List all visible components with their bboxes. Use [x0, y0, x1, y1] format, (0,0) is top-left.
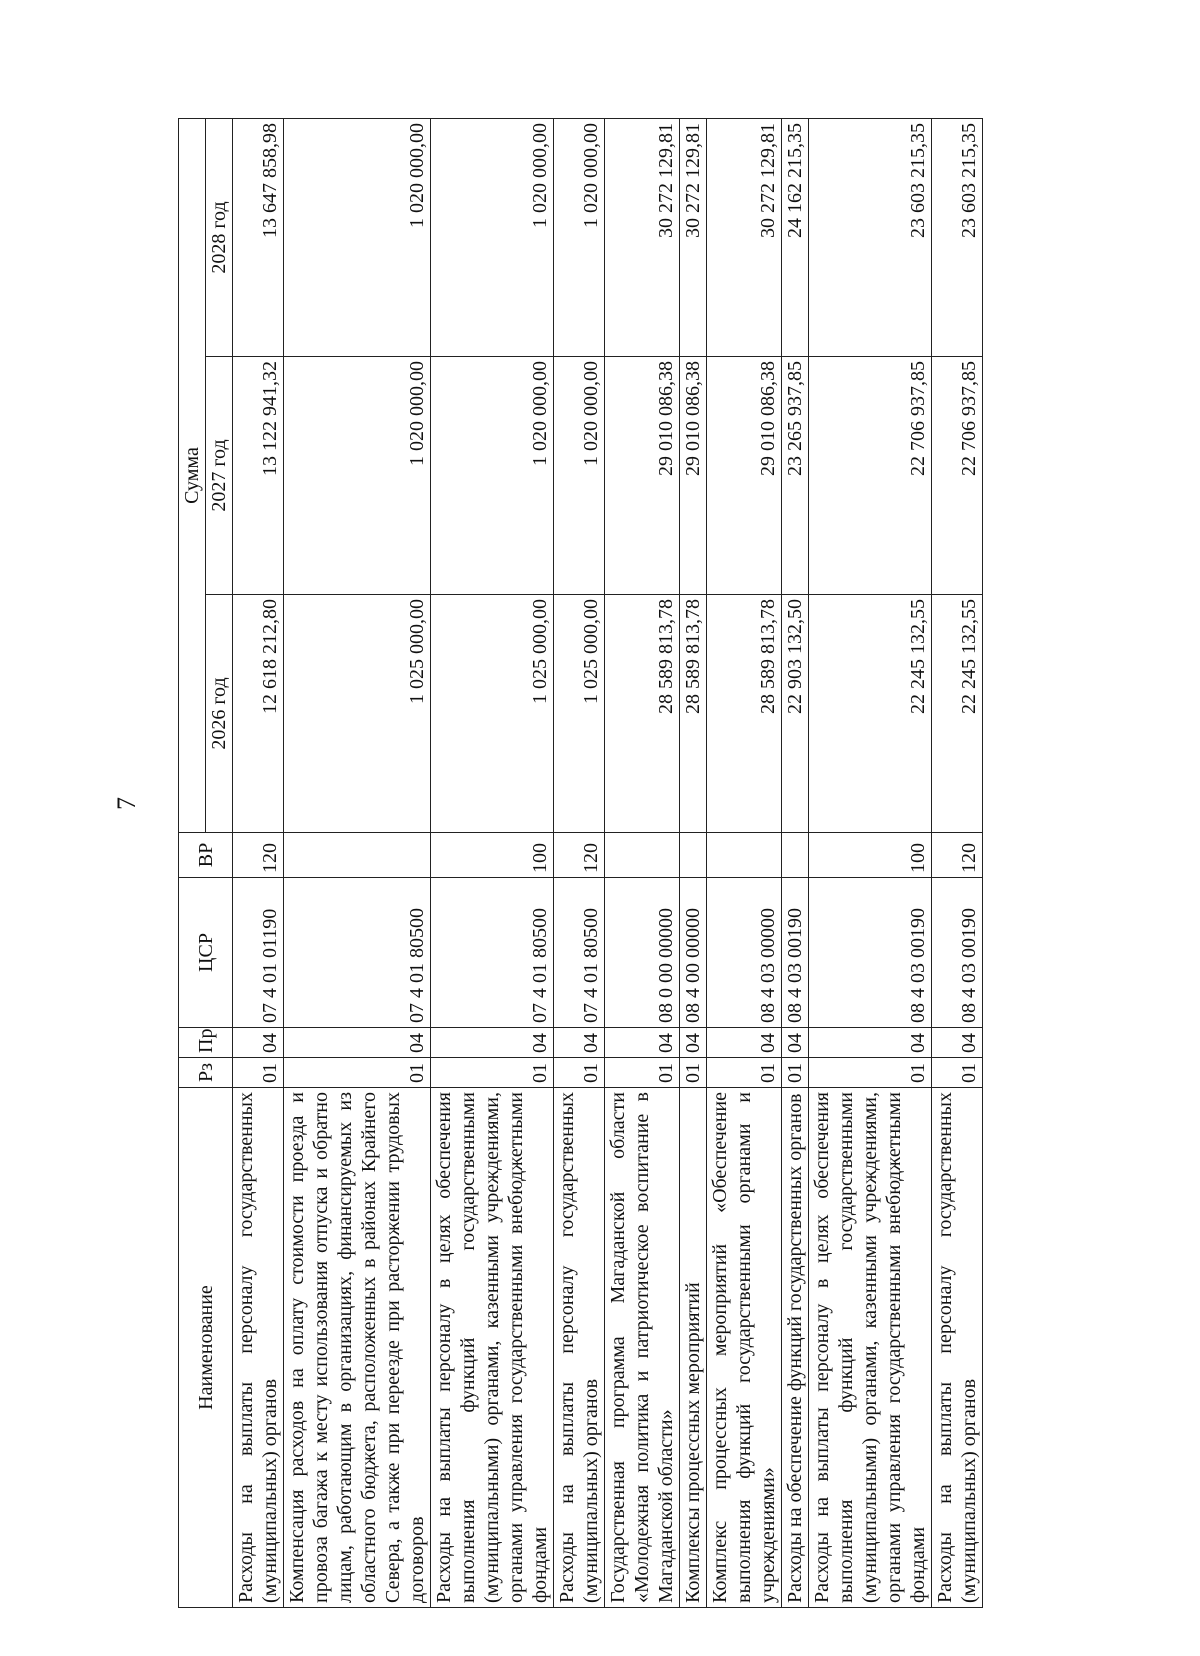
row-vr: 120 [932, 833, 983, 878]
row-sum-2028: 30 272 129,81 [707, 118, 782, 356]
row-vr [605, 833, 680, 878]
row-pr: 04 [233, 1028, 284, 1058]
row-sum-2027: 22 706 937,85 [932, 357, 983, 595]
row-sum-2026: 22 245 132,55 [932, 595, 983, 833]
row-csr: 07 4 01 80500 [284, 878, 431, 1028]
row-rz: 01 [707, 1058, 782, 1088]
table-row [431, 118, 554, 1607]
table-row [707, 118, 782, 1607]
row-vr [680, 833, 707, 878]
row-name: Расходы на выплаты персоналу в целях обеспечения выполнения функций государственными (муниципальными) органами, казенными учреждениями, органами управления государственными внебюджетными фондами [809, 1088, 932, 1608]
row-rz: 01 [431, 1058, 554, 1088]
row-rz: 01 [605, 1058, 680, 1088]
row-name: Расходы на выплаты персоналу государственных (муниципальных) органов [554, 1088, 605, 1608]
budget-table [178, 118, 983, 1608]
row-sum-2026: 28 589 813,78 [605, 595, 680, 833]
row-pr: 04 [932, 1028, 983, 1058]
row-csr: 08 4 03 00190 [809, 878, 932, 1028]
row-sum-2026: 22 245 132,55 [809, 595, 932, 833]
row-csr: 07 4 01 80500 [554, 878, 605, 1028]
row-vr: 100 [431, 833, 554, 878]
row-sum-2027: 23 265 937,85 [782, 357, 809, 595]
row-vr: 120 [233, 833, 284, 878]
row-pr: 04 [809, 1028, 932, 1058]
row-pr: 04 [707, 1028, 782, 1058]
row-csr: 08 4 03 00190 [932, 878, 983, 1028]
row-name: Компенсация расходов на оплату стоимости проезда и провоза багажа к месту использования отпуска и обратно лицам, работающим в организациях, финансируемых из областного бюджета, расположенных в районах Крайнего Севера, а также при переезде при расторжении трудовых договоров [284, 1088, 431, 1608]
row-name: Расходы на выплаты персоналу государственных (муниципальных) органов [233, 1088, 284, 1608]
row-sum-2027: 1 020 000,00 [554, 357, 605, 595]
row-csr: 07 4 01 80500 [431, 878, 554, 1028]
row-sum-2026: 1 025 000,00 [284, 595, 431, 833]
header-sum: Сумма [179, 118, 206, 832]
row-sum-2026: 28 589 813,78 [680, 595, 707, 833]
row-rz: 01 [233, 1058, 284, 1088]
row-rz: 01 [932, 1058, 983, 1088]
table-row [233, 118, 284, 1607]
row-sum-2028: 30 272 129,81 [680, 118, 707, 356]
table-row [680, 118, 707, 1607]
table-row [605, 118, 680, 1607]
row-sum-2026: 28 589 813,78 [707, 595, 782, 833]
row-sum-2027: 1 020 000,00 [431, 357, 554, 595]
row-sum-2028: 30 272 129,81 [605, 118, 680, 356]
row-sum-2028: 1 020 000,00 [554, 118, 605, 356]
row-name: Расходы на обеспечение функций государственных органов [782, 1088, 809, 1608]
row-vr [707, 833, 782, 878]
row-csr: 08 4 00 00000 [680, 878, 707, 1028]
row-name: Расходы на выплаты персоналу в целях обеспечения выполнения функций государственными (муниципальными) органами, казенными учреждениями, органами управления государственными внебюджетными фондами [431, 1088, 554, 1608]
header-year-2026: 2026 год [206, 595, 233, 833]
row-name: Комплексы процессных мероприятий [680, 1088, 707, 1608]
row-sum-2028: 24 162 215,35 [782, 118, 809, 356]
row-sum-2028: 23 603 215,35 [932, 118, 983, 356]
row-sum-2027: 29 010 086,38 [605, 357, 680, 595]
row-vr: 100 [809, 833, 932, 878]
row-sum-2028: 1 020 000,00 [284, 118, 431, 356]
row-pr: 04 [431, 1028, 554, 1058]
row-rz: 01 [284, 1058, 431, 1088]
row-sum-2026: 1 025 000,00 [431, 595, 554, 833]
header-rz: Рз [179, 1058, 233, 1088]
row-rz: 01 [809, 1058, 932, 1088]
header-pr: Пр [179, 1028, 233, 1058]
row-name: Расходы на выплаты персоналу государственных (муниципальных) органов [932, 1088, 983, 1608]
row-sum-2027: 1 020 000,00 [284, 357, 431, 595]
row-sum-2027: 13 122 941,32 [233, 357, 284, 595]
row-pr: 04 [554, 1028, 605, 1058]
table-row [809, 118, 932, 1607]
row-pr: 04 [605, 1028, 680, 1058]
row-vr [782, 833, 809, 878]
table-row [932, 118, 983, 1607]
table-row [284, 118, 431, 1607]
header-year-2027: 2027 год [206, 357, 233, 595]
row-vr [284, 833, 431, 878]
row-csr: 08 4 03 00190 [782, 878, 809, 1028]
row-rz: 01 [782, 1058, 809, 1088]
rotated-table-container [178, 118, 1058, 1608]
header-csr: ЦСР [179, 878, 233, 1028]
row-sum-2028: 1 020 000,00 [431, 118, 554, 356]
row-sum-2026: 22 903 132,50 [782, 595, 809, 833]
table-row [554, 118, 605, 1607]
page-number: 7 [112, 797, 141, 810]
header-vr: ВР [179, 833, 233, 878]
row-sum-2026: 1 025 000,00 [554, 595, 605, 833]
row-csr: 08 0 00 00000 [605, 878, 680, 1028]
row-sum-2027: 29 010 086,38 [680, 357, 707, 595]
row-sum-2026: 12 618 212,80 [233, 595, 284, 833]
header-row-1 [179, 118, 206, 1607]
row-name: Комплекс процессных мероприятий «Обеспечение выполнения функций государственными органами и учреждениями» [707, 1088, 782, 1608]
row-sum-2027: 29 010 086,38 [707, 357, 782, 595]
row-csr: 07 4 01 01190 [233, 878, 284, 1028]
header-name: Наименование [179, 1088, 233, 1608]
row-pr: 04 [680, 1028, 707, 1058]
header-year-2028: 2028 год [206, 118, 233, 356]
row-rz: 01 [554, 1058, 605, 1088]
row-csr: 08 4 03 00000 [707, 878, 782, 1028]
row-name: Государственная программа Магаданской области «Молодежная политика и патриотическое воспитание в Магаданской области» [605, 1088, 680, 1608]
row-vr: 120 [554, 833, 605, 878]
row-pr: 04 [782, 1028, 809, 1058]
row-pr: 04 [284, 1028, 431, 1058]
table-row [782, 118, 809, 1607]
row-sum-2028: 23 603 215,35 [809, 118, 932, 356]
row-sum-2027: 22 706 937,85 [809, 357, 932, 595]
row-sum-2028: 13 647 858,98 [233, 118, 284, 356]
row-rz: 01 [680, 1058, 707, 1088]
